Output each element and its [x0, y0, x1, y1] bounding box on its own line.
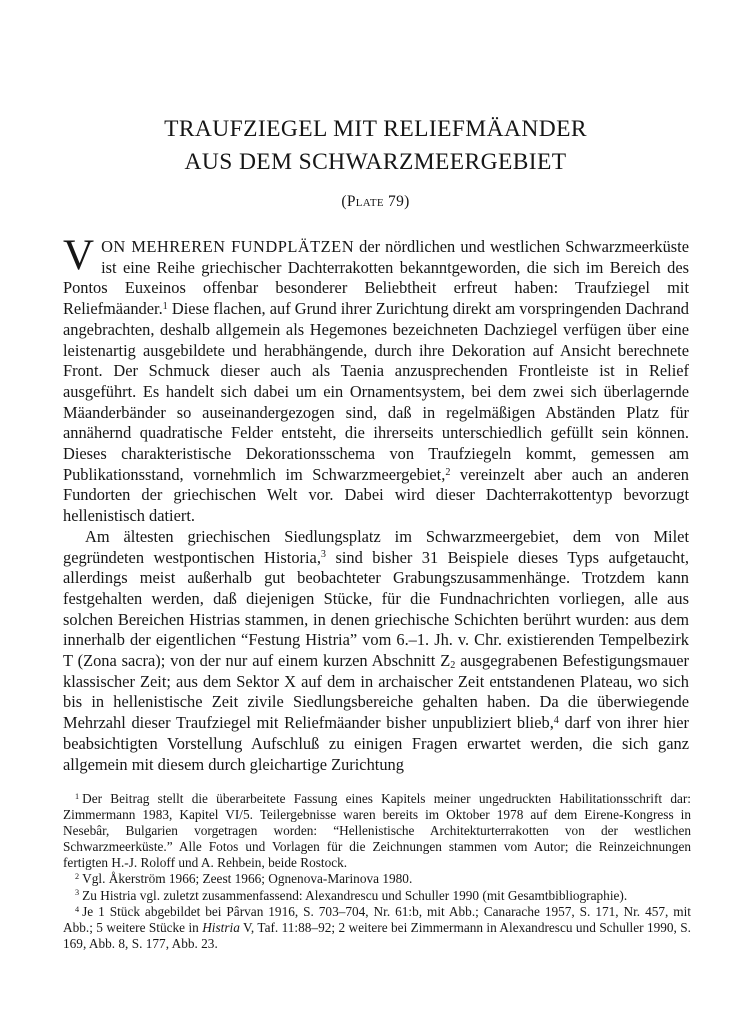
text-segment: Diese flachen, auf Grund ihrer Zurichtung direkt am vorspringenden Dachrand angebrachten, deshalb allgemein als Hegemones bezeichneten Dachziegel verfügen über eine leistenartig ausgebildete und herabhängende, durch ihre Dekoration auf Ansicht berechnete Front. Der Schmuck dieser auch als Taenia anzusprechenden Frontleiste ist in Relief ausgeführt. Es handelt sich dabei um ein Ornamentsystem, bei dem zwei sich überlagernde Mäanderbänder so auseinandergezogen sind, daß in regelmäßigen Abständen Platz für annähernd quadratische Felder entsteht, die ihrerseits unterschiedlich gefüllt sein können. Dieses charakteristische Dekorationsschema von Traufziegeln kommt, gemessen am Publikationsstand, vornehmlich im Schwarzmeergebiet,: [63, 299, 689, 484]
text-segment: Am ältesten griechischen Siedlungsplatz im Schwarzmeergebiet, dem von Milet gegründeten westpontischen Historia,: [63, 526, 689, 567]
footnote: [63, 888, 691, 904]
text-segment: darf von ihrer hier beabsichtigten Vorstellung Aufschluß zu einigen Fragen erwartet werden, die sich ganz allgemein mit diesem durch gleichartige Zurichtung: [63, 713, 689, 774]
footnote-marker: 3: [75, 888, 80, 898]
text-segment: V, Taf. 11:88–92; 2 weitere bei Zimmermann in Alexandrescu und Schuller 1990, S. 169, Abb. 8, S. 177, Abb. 23.: [63, 919, 691, 951]
text-segment: der nördlichen und westlichen Schwarzmeerküste ist eine Reihe griechischer Dachterrakotten bekanntgeworden, die sich im Bereich des Pontos Euxeinos offenbar besonderer Beliebtheit erfreut haben: Traufziegel mit Reliefmäander.: [63, 237, 689, 319]
title-line-1: TRAUFZIEGEL MIT RELIEFMÄANDER: [164, 116, 587, 142]
text-segment: Der Beitrag stellt die überarbeitete Fassung eines Kapitels meiner ungedruckten Habilitationsschrift dar: Zimmermann 1983, Kapitel VI/5. Teilergebnisse waren bereits im Oktober 1978 auf dem Eirene-Kongress in Nesebâr, Bulgarien vorgetragen worden: “Hellenistische Architekturterrakotten von der westlichen Schwarzmeerküste.” Alle Fotos und Vorlagen für die Zeichnungen stammen vom Autor; die Reinzeichnungen fertigten H.-J. Roloff und A. Rehbein, beide Rostock.: [63, 791, 691, 871]
text-segment: Vgl. Åkerström 1966; Zeest 1966; Ognenova-Marinova 1980.: [82, 871, 413, 887]
italic-text-segment: Histria: [202, 919, 240, 935]
text-segment: ausgegrabenen Befestigungsmauer klassischer Zeit; aus dem Sektor X auf dem in archaischer Zeit entstandenen Plateau, wo sich bis in hellenistische Zeit zivile Siedlungsbereiche gehalten haben. Da die überwiegende Mehrzahl dieser Traufziegel mit Reliefmäander bisher unpubliziert blieb,: [63, 651, 690, 733]
sup-text-segment: 2: [445, 466, 451, 478]
footnote: [63, 871, 691, 887]
footnote-marker: 2: [75, 872, 80, 882]
sup-text-segment: 3: [320, 549, 326, 561]
article-title: [0, 113, 751, 179]
footnote-marker: 4: [75, 904, 80, 914]
footnote: [63, 791, 691, 871]
footnotes-section: [63, 791, 691, 952]
text-segment: Zu Histria vgl. zuletzt zusammenfassend: Alexandrescu und Schuller 1990 (mit Gesamtbibliographie).: [82, 887, 628, 903]
plate-caption: (Plate 79): [341, 193, 410, 210]
sup-text-segment: 1: [162, 301, 168, 313]
text-segment: sind bisher 31 Beispiele dieses Typs aufgetaucht, allerdings meist außerhalb gut beobachteter Grabungszusammenhänge. Trotzdem kann festgehalten werden, daß diejenigen Stücke, für die Fundnachrichten vorliegen, alle aus solchen Bereichen Histrias stammen, in denen griechische Schichten berührt wurden: aus dem innerhalb der eigentlichen “Festung Histria” vom 6.–1. Jh. v. Chr. existierenden Tempelbezirk T (Zona sacra); von der nur auf einem kurzen Abschnitt Z: [63, 547, 689, 671]
title-line-2: AUS DEM SCHWARZMEERGEBIET: [184, 149, 567, 175]
text-segment: vereinzelt aber auch an anderen Fundorten der griechischen Welt vor. Dabei wird dieser Dachterrakottentyp bevorzugt hellenistisch datiert.: [63, 464, 689, 526]
text-segment: Je 1 Stück abgebildet bei Pârvan 1916, S. 703–704, Nr. 61:b, mit Abb.; Canarache 1957, S. 171, Nr. 457, mit Abb.; 5 weitere Stücke in: [63, 903, 691, 935]
footnote: [63, 904, 691, 952]
article-header: [0, 113, 751, 211]
caps-text-segment: ON MEHREREN FUNDPLÄTZEN: [101, 237, 355, 256]
article-body: [63, 232, 690, 775]
sup-text-segment: 4: [553, 715, 559, 727]
footnote-marker: 1: [75, 791, 80, 801]
body-paragraph: [63, 232, 689, 527]
body-paragraph: [63, 527, 689, 775]
sub-text-segment: 2: [450, 660, 456, 672]
dropcap-initial: V: [63, 232, 95, 279]
